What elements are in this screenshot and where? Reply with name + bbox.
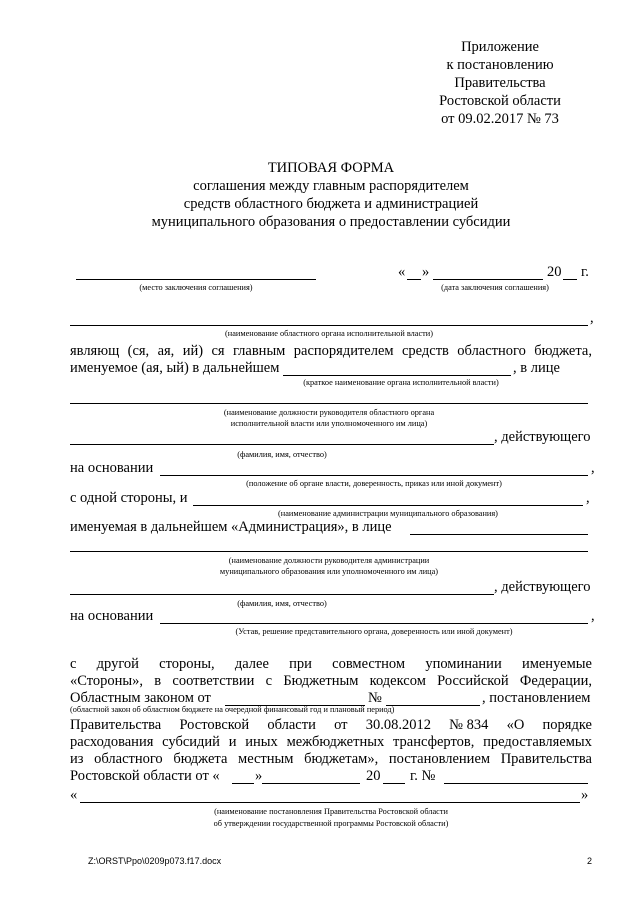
appendix-line-4: Ростовской области	[439, 93, 561, 109]
title-line-3: средств областного бюджета и администрацией	[183, 196, 479, 212]
referred-admin-label: именуемая в дальнейшем «Администрация», в лице	[70, 519, 392, 535]
date-month-field[interactable]	[433, 279, 543, 280]
paragraph-line-2: «Стороны», в соответствии с Бюджетным кодексом Российской Федерации,	[70, 673, 592, 689]
resolution-number-label: г. №	[410, 768, 436, 784]
organ-name-caption: (наименование областного органа исполнительной власти)	[225, 329, 433, 338]
resolution-quote-close: »	[255, 768, 263, 784]
date-year-prefix: 20	[547, 264, 562, 280]
paragraph-line-1: с другой стороны, далее при совместном упоминании именуемые	[70, 656, 592, 672]
fio-field[interactable]	[70, 444, 494, 445]
footer-file-path: Z:\ORST\Ppo\0209p073.f17.docx	[88, 856, 222, 866]
being-main-manager-line: являющ (ся, ая, ий) ся главным распорядителем средств областного бюджета,	[70, 343, 592, 359]
admin-name-comma: ,	[586, 490, 590, 506]
resolution-name-field[interactable]	[80, 802, 580, 803]
resolution-year-prefix: 20	[366, 768, 381, 784]
referred-label: именуемое (ая, ый) в дальнейшем	[70, 360, 280, 376]
date-caption: (дата заключения соглашения)	[441, 283, 549, 292]
date-suffix: г.	[581, 264, 589, 280]
basis-comma: ,	[591, 460, 595, 476]
admin-person-field[interactable]	[410, 534, 588, 535]
on-basis-label: на основании	[70, 460, 154, 476]
organ-name-comma: ,	[590, 310, 594, 326]
short-name-caption: (краткое наименование органа исполнительной власти)	[303, 378, 499, 387]
charter-comma: ,	[591, 608, 595, 624]
paragraph-line-6: из областного бюджета местным бюджетам», постановлением Правительства	[70, 751, 592, 767]
appendix-line-1: Приложение	[461, 39, 539, 55]
fio-caption: (фамилия, имя, отчество)	[237, 450, 327, 459]
resolution-caption-1: (наименование постановления Правительства Ростовской области	[214, 807, 448, 816]
date-year-field[interactable]	[563, 279, 577, 280]
resolution-name-quote-open: «	[70, 787, 78, 803]
paragraph-line-5: расходования субсидий и иных межбюджетных трансфертов, предоставляемых	[70, 734, 592, 750]
law-number-sign: №	[368, 690, 382, 706]
basis-document-field[interactable]	[160, 475, 588, 476]
resolution-label: , постановлением	[482, 690, 591, 706]
title-line-1: ТИПОВАЯ ФОРМА	[267, 160, 395, 176]
in-person-label: , в лице	[513, 360, 560, 376]
regional-law-label: Областным законом от	[70, 690, 211, 706]
law-caption: (областной закон об областном бюджете на очередной финансовый год и плановый период)	[70, 705, 395, 714]
appendix-line-2: к постановлению	[446, 57, 554, 73]
charter-caption: (Устав, решение представительного органа, доверенность или иной документ)	[235, 627, 513, 636]
short-name-field[interactable]	[283, 375, 511, 376]
position-caption-2: исполнительной власти или уполномоченного им лица)	[230, 419, 428, 428]
admin-position-caption-1: (наименование должности руководителя администрации	[228, 556, 430, 565]
acting-label-2: , действующего	[494, 579, 591, 595]
charter-field[interactable]	[160, 623, 588, 624]
date-quote-close: »	[422, 264, 430, 280]
footer-page-number: 2	[587, 856, 593, 866]
position-field[interactable]	[70, 403, 588, 404]
fio-caption-2: (фамилия, имя, отчество)	[237, 599, 327, 608]
one-side-label: с одной стороны, и	[70, 490, 188, 506]
organ-name-field[interactable]	[70, 325, 588, 326]
on-basis-label-2: на основании	[70, 608, 154, 624]
paragraph-line-4: Правительства Ростовской области от 30.08.2012 № 834 «О порядке	[70, 717, 592, 733]
admin-name-field[interactable]	[193, 505, 583, 506]
date-quote-open: «	[398, 264, 406, 280]
admin-name-caption: (наименование администрации муниципального образования)	[278, 509, 498, 518]
admin-position-caption-2: муниципального образования или уполномоченного им лица)	[219, 567, 439, 576]
acting-label: , действующего	[494, 429, 591, 445]
position-caption-1: (наименование должности руководителя областного органа	[223, 408, 435, 417]
region-resolution-label: Ростовской области от «	[70, 768, 220, 784]
resolution-caption-2: об утверждении государственной программы Ростовской области)	[213, 819, 449, 828]
resolution-day-field[interactable]	[232, 783, 254, 784]
date-day-field[interactable]	[407, 279, 421, 280]
fio-field-2[interactable]	[70, 594, 494, 595]
title-line-2: соглашения между главным распорядителем	[193, 178, 469, 194]
appendix-line-5: от 09.02.2017 № 73	[441, 111, 559, 127]
resolution-month-field[interactable]	[262, 783, 360, 784]
place-field[interactable]	[76, 279, 316, 280]
admin-position-field[interactable]	[70, 551, 588, 552]
law-number-field[interactable]	[386, 705, 480, 706]
title-line-4: муниципального образования о предоставлении субсидии	[151, 214, 511, 230]
place-caption: (место заключения соглашения)	[139, 283, 253, 292]
resolution-number-field[interactable]	[444, 783, 588, 784]
basis-document-caption: (положение об органе власти, доверенность, приказ или иной документ)	[246, 479, 502, 488]
appendix-line-3: Правительства	[454, 75, 546, 91]
resolution-name-quote-close: »	[581, 787, 589, 803]
resolution-year-field[interactable]	[383, 783, 405, 784]
